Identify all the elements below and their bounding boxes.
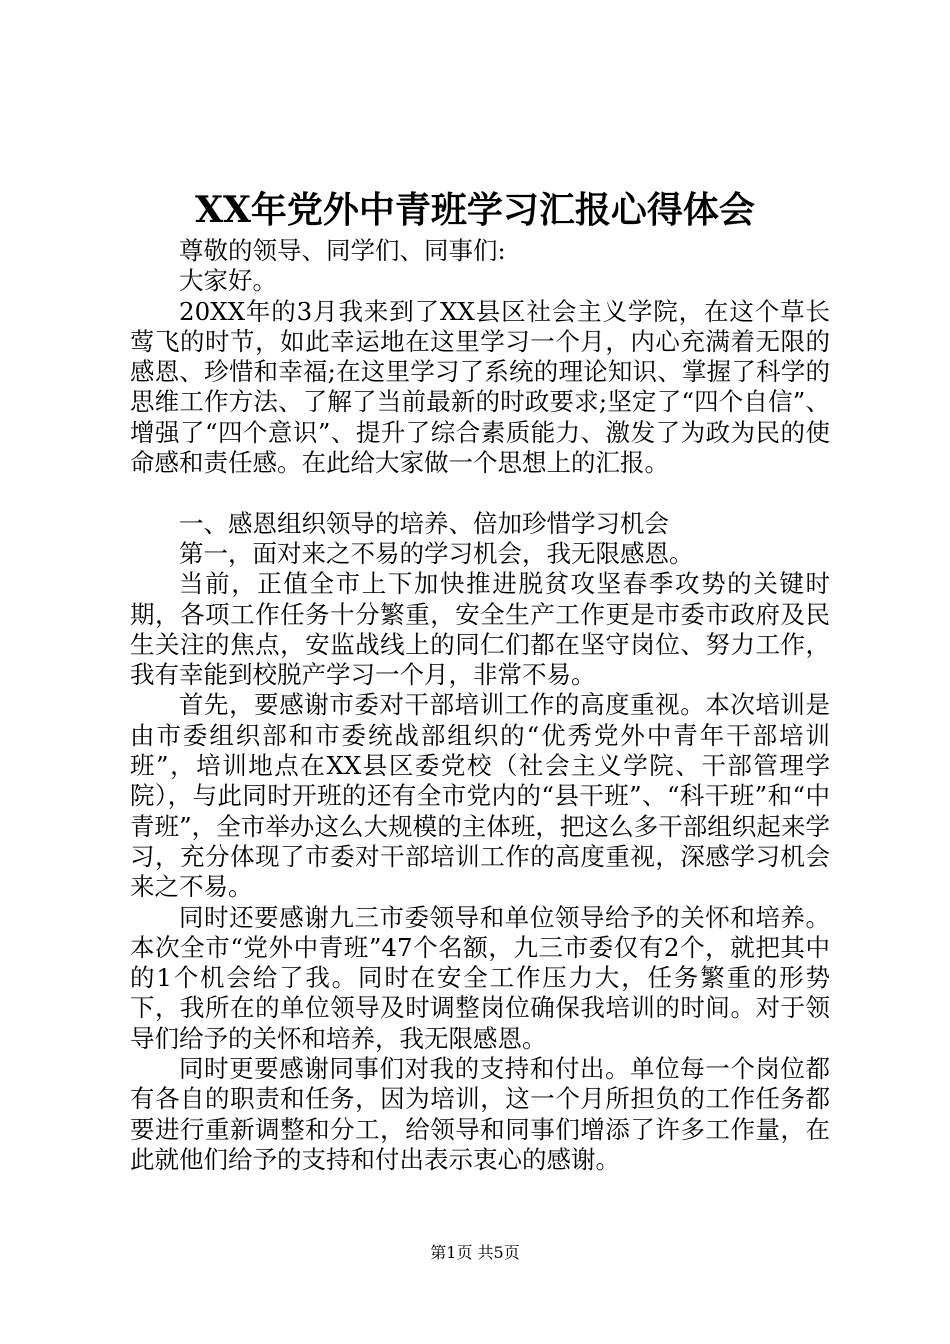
document-body (130, 236, 830, 1175)
paragraph-gap (130, 478, 830, 508)
page-number: 第1页 共5页 (430, 1243, 520, 1262)
section-heading: 一、感恩组织领导的培养、倍加珍惜学习机会 (179, 508, 669, 538)
document-title: XX年党外中青班学习汇报心得体会 (195, 189, 755, 231)
body-paragraph: 首先，要感谢市委对干部培训工作的高度重视。本次培训是由市委组织部和市委统战部组织的“优秀党外中青年干部培训班”，培训地点在XX县区委党校（社会主义学院、干部管理学院），与此同时开班的还有全市党内的“县干班”、“科干班”和“中青班”，全市举办这么大规模的主体班，把这么多干部组织起来学习，充分体现了市委对干部培训工作的高度重视，深感学习机会来之不易。 (130, 690, 830, 902)
greeting: 大家好。 (179, 266, 277, 296)
body-paragraph: 同时还要感谢九三市委领导和单位领导给予的关怀和培养。本次全市“党外中青班”47个名额，九三市委仅有2个，就把其中的1个机会给了我。同时在安全工作压力大，任务繁重的形势下，我所在的单位领导及时调整岗位确保我培训的时间。对于领导们给予的关怀和培养，我无限感恩。 (130, 902, 830, 1053)
body-paragraph: 当前，正值全市上下加快推进脱贫攻坚春季攻势的关键时期，各项工作任务十分繁重，安全生产工作更是市委市政府及民生关注的焦点，安监战线上的同仁们都在坚守岗位、努力工作，我有幸能到校脱产学习一个月，非常不易。 (130, 569, 830, 690)
point-heading: 第一，面对来之不易的学习机会，我无限感恩。 (179, 538, 694, 568)
salutation: 尊敬的领导、同学们、同事们: (179, 236, 506, 265)
body-paragraph: 同时更要感谢同事们对我的支持和付出。单位每一个岗位都有各自的职责和任务，因为培训，这一个月所担负的工作任务都要进行重新调整和分工，给领导和同事们增添了许多工作量，在此就他们给予的支持和付出表示衷心的感谢。 (130, 1054, 830, 1174)
intro-paragraph: 20XX年的3月我来到了XX县区社会主义学院，在这个草长莺飞的时节，如此幸运地在这里学习一个月，内心充满着无限的感恩、珍惜和幸福;在这里学习了系统的理论知识、掌握了科学的思维工作方法、了解了当前最新的时政要求;坚定了“四个自信”、增强了“四个意识”、提升了综合素质能力、激发了为政为民的使命感和责任感。在此给大家做一个思想上的汇报。 (130, 296, 830, 478)
